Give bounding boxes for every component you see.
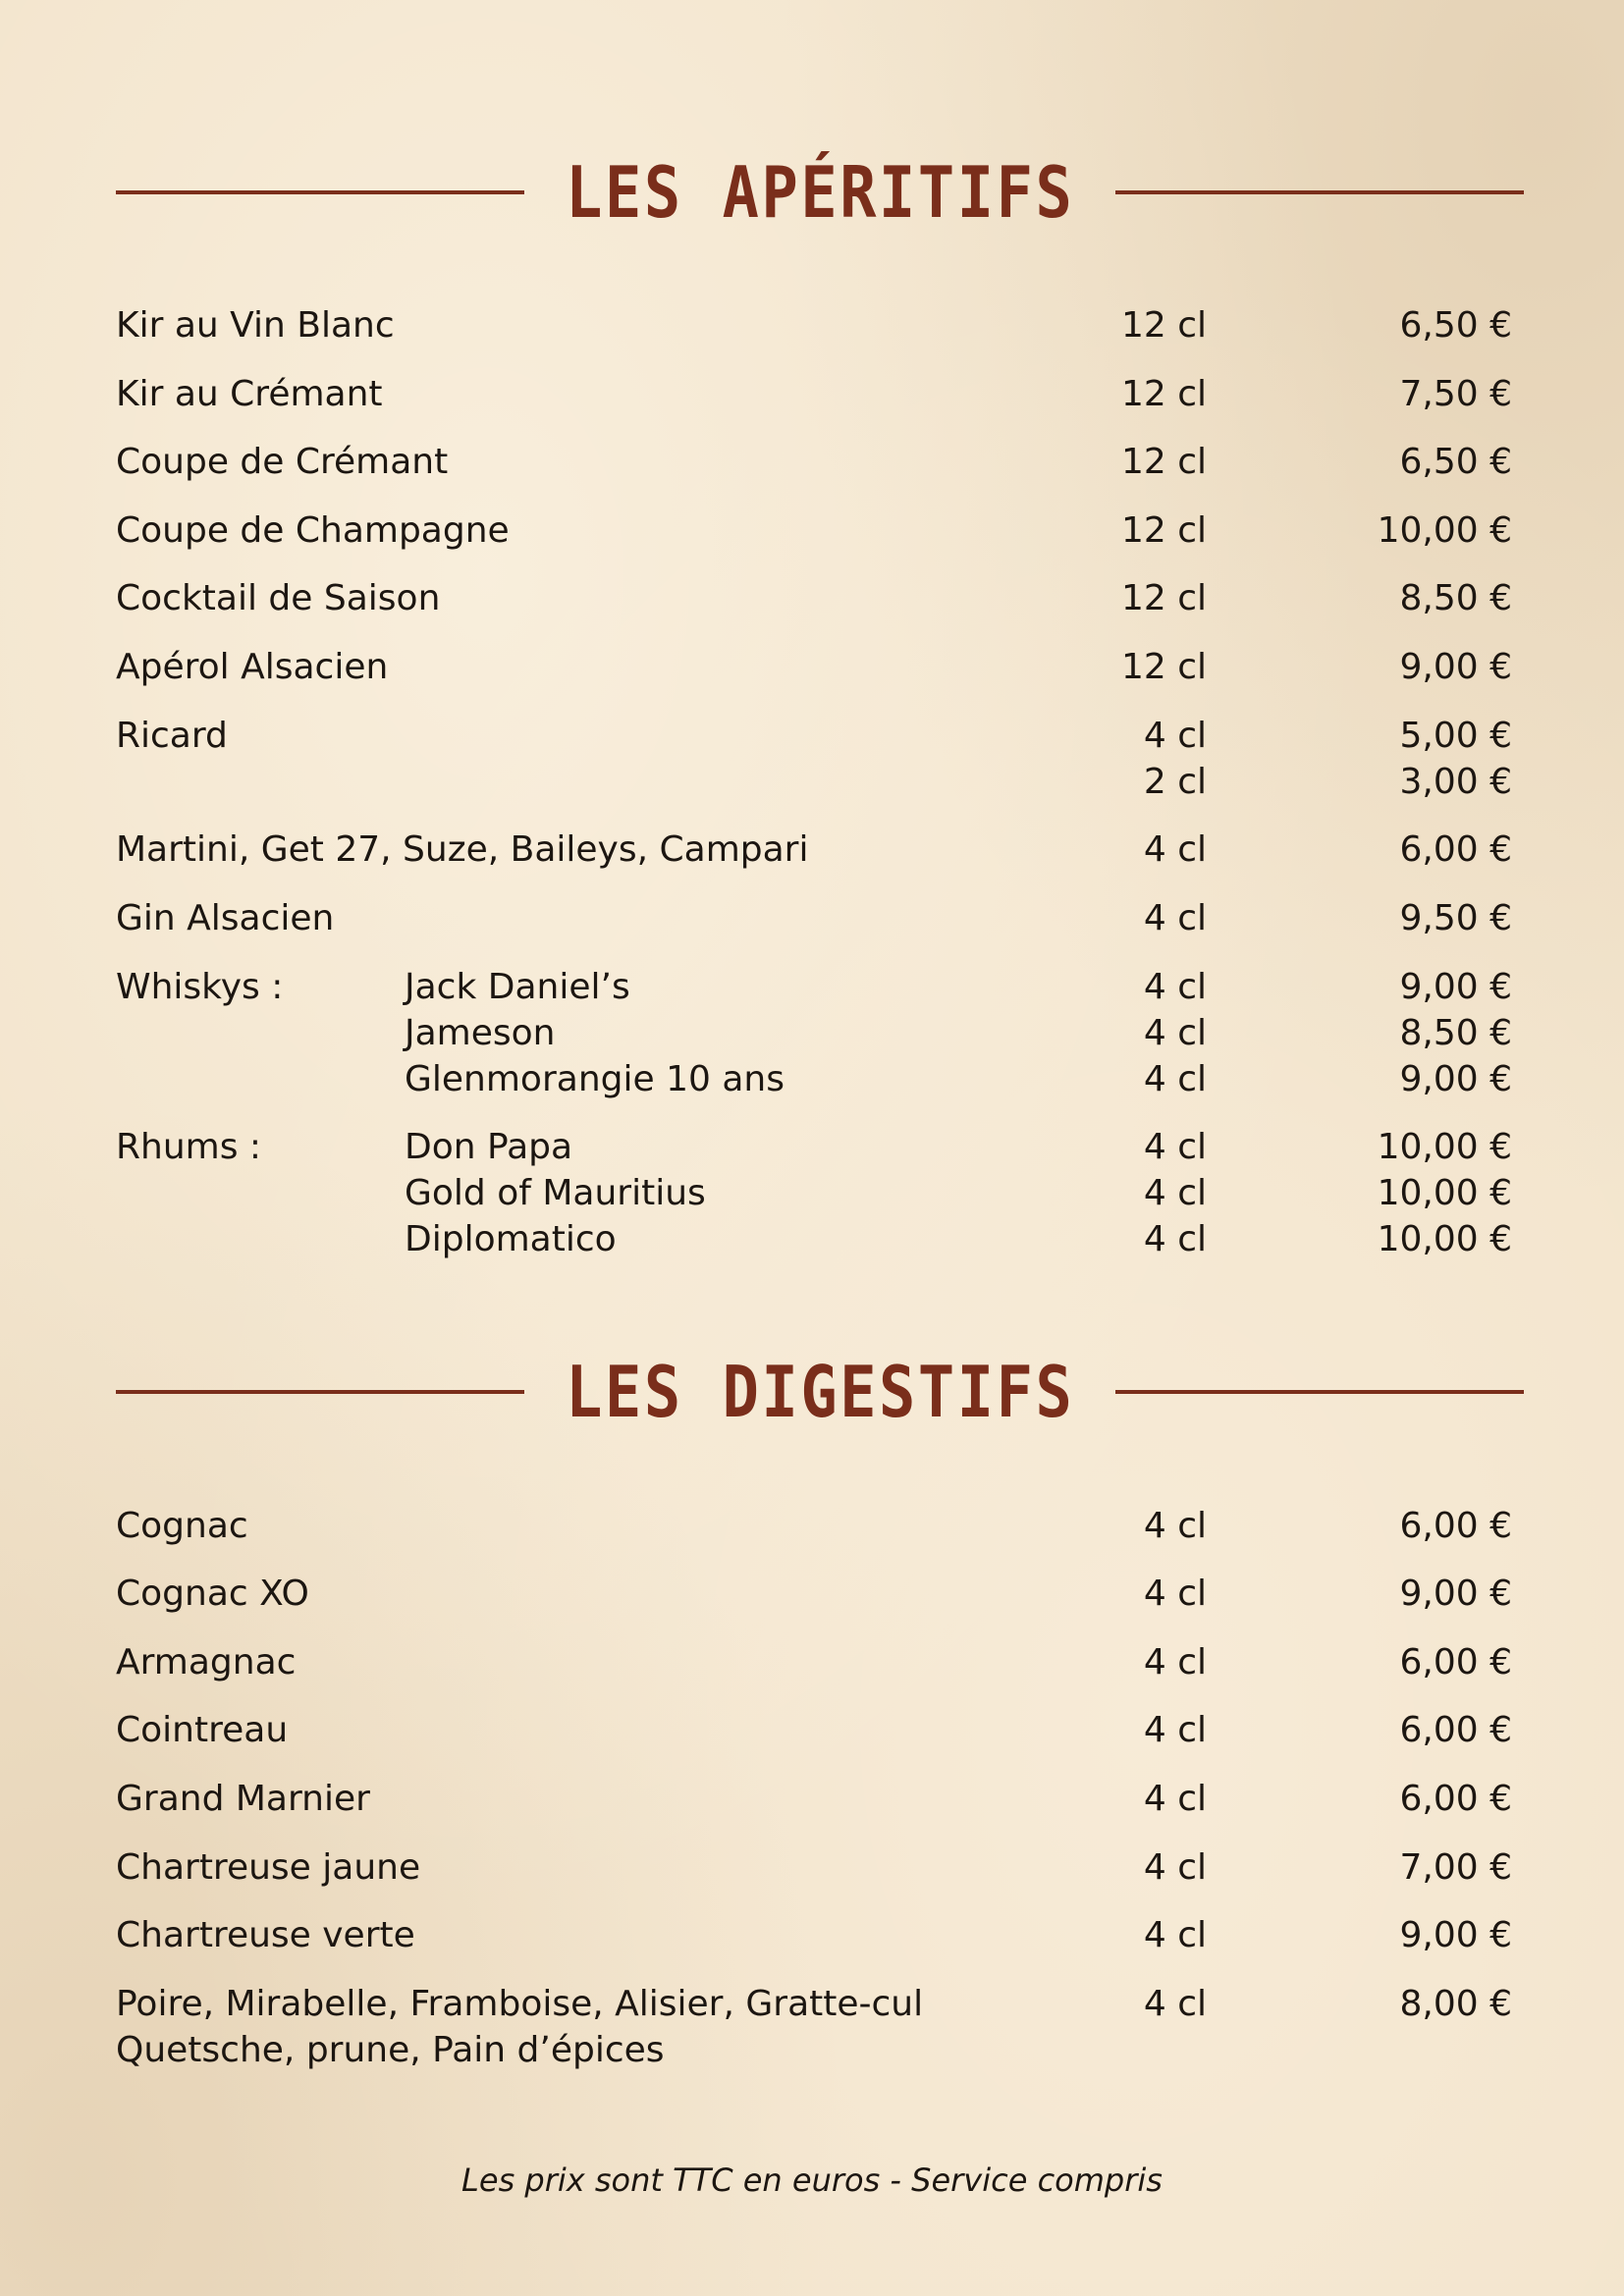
item-name: Martini, Get 27, Suze, Baileys, Campari (116, 829, 809, 870)
item-volume: 4 cl (1143, 1059, 1207, 1099)
item-volume: 4 cl (1143, 1173, 1207, 1213)
item-price: 9,00 € (1399, 967, 1512, 1007)
item-volume: 4 cl (1143, 829, 1207, 870)
item-price: 6,00 € (1399, 1779, 1512, 1819)
item-volume: 4 cl (1143, 716, 1207, 756)
item-volume: 12 cl (1120, 510, 1207, 551)
item-volume: 12 cl (1120, 578, 1207, 618)
item-volume: 4 cl (1143, 1984, 1207, 2024)
price-note: Les prix sont TTC en euros - Service compris (461, 2162, 1163, 2199)
item-name: Gin Alsacien (116, 898, 335, 938)
item-volume: 4 cl (1143, 1847, 1207, 1888)
item-volume: 4 cl (1143, 1219, 1207, 1259)
header-rule-left (116, 190, 524, 194)
item-name: Chartreuse jaune (116, 1847, 421, 1888)
item-volume: 12 cl (1120, 647, 1207, 687)
item-price: 7,50 € (1399, 374, 1512, 414)
aperitifs-header (116, 143, 1524, 241)
item-price: 8,50 € (1399, 578, 1512, 618)
item-price: 6,50 € (1399, 305, 1512, 346)
item-price: 9,50 € (1399, 898, 1512, 938)
item-name: Grand Marnier (116, 1779, 370, 1819)
item-name: Don Papa (405, 1127, 573, 1167)
item-name: Armagnac (116, 1642, 297, 1682)
item-price: 10,00 € (1377, 1219, 1512, 1259)
item-name: Chartreuse verte (116, 1915, 415, 1955)
item-price: 6,00 € (1399, 1506, 1512, 1546)
item-volume: 2 cl (1143, 762, 1207, 802)
item-price: 6,50 € (1399, 442, 1512, 482)
item-name: Quetsche, prune, Pain d’épices (116, 2030, 665, 2070)
item-name: Ricard (116, 716, 228, 756)
item-price: 8,50 € (1399, 1013, 1512, 1053)
item-name: Cognac (116, 1506, 248, 1546)
whiskys-label: Whiskys : (116, 967, 284, 1007)
item-price: 10,00 € (1377, 1127, 1512, 1167)
item-volume: 12 cl (1120, 442, 1207, 482)
item-price: 6,00 € (1399, 1642, 1512, 1682)
item-volume: 4 cl (1143, 1506, 1207, 1546)
item-price: 10,00 € (1377, 1173, 1512, 1213)
header-rule-right (1115, 190, 1524, 194)
item-price: 7,00 € (1399, 1847, 1512, 1888)
item-price: 6,00 € (1399, 829, 1512, 870)
item-volume: 4 cl (1143, 1127, 1207, 1167)
item-volume: 4 cl (1143, 1915, 1207, 1955)
item-volume: 4 cl (1143, 1013, 1207, 1053)
header-rule-right (1115, 1390, 1524, 1394)
header-rule-left (116, 1390, 524, 1394)
item-price: 3,00 € (1399, 762, 1512, 802)
item-volume: 12 cl (1120, 374, 1207, 414)
item-volume: 4 cl (1143, 1642, 1207, 1682)
item-name: Gold of Mauritius (405, 1173, 706, 1213)
item-volume: 4 cl (1143, 1710, 1207, 1750)
digestifs-header (116, 1343, 1524, 1441)
item-price: 5,00 € (1399, 716, 1512, 756)
item-name: Jameson (405, 1013, 556, 1053)
digestifs-title: LES DIGESTIFS (565, 1351, 1075, 1433)
item-volume: 4 cl (1143, 1574, 1207, 1614)
item-name: Glenmorangie 10 ans (405, 1059, 785, 1099)
item-price: 9,00 € (1399, 647, 1512, 687)
item-price: 9,00 € (1399, 1915, 1512, 1955)
item-price: 9,00 € (1399, 1059, 1512, 1099)
item-name: Kir au Vin Blanc (116, 305, 395, 346)
item-name: Poire, Mirabelle, Framboise, Alisier, Gratte-cul (116, 1984, 924, 2024)
item-price: 6,00 € (1399, 1710, 1512, 1750)
item-volume: 4 cl (1143, 898, 1207, 938)
item-volume: 4 cl (1143, 967, 1207, 1007)
item-name: Cointreau (116, 1710, 289, 1750)
item-name: Kir au Crémant (116, 374, 383, 414)
item-name: Apérol Alsacien (116, 647, 389, 687)
item-name: Jack Daniel’s (405, 967, 630, 1007)
item-name: Diplomatico (405, 1219, 617, 1259)
item-name: Cocktail de Saison (116, 578, 441, 618)
item-price: 9,00 € (1399, 1574, 1512, 1614)
rhums-label: Rhums : (116, 1127, 262, 1167)
item-price: 8,00 € (1399, 1984, 1512, 2024)
item-name: Coupe de Crémant (116, 442, 449, 482)
item-name: Coupe de Champagne (116, 510, 510, 551)
item-name: Cognac XO (116, 1574, 309, 1614)
aperitifs-title: LES APÉRITIFS (565, 151, 1075, 234)
item-volume: 4 cl (1143, 1779, 1207, 1819)
item-price: 10,00 € (1377, 510, 1512, 551)
item-volume: 12 cl (1120, 305, 1207, 346)
